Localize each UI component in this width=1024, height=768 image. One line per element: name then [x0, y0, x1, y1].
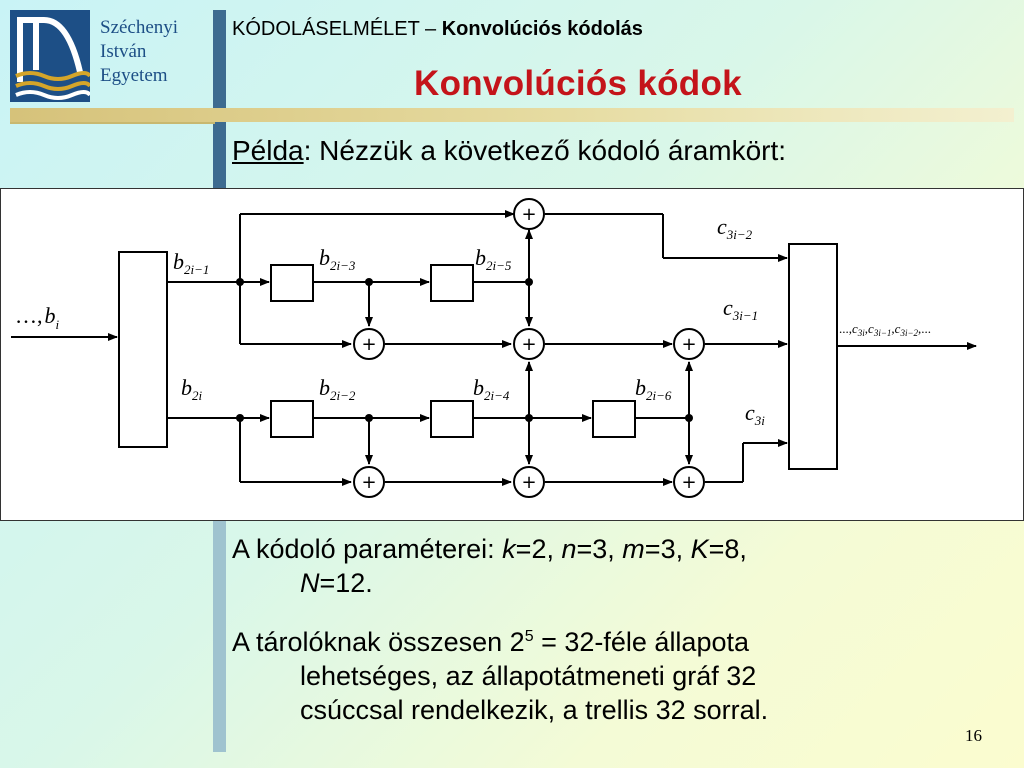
states-paragraph	[232, 620, 992, 727]
states-line2: lehetséges, az állapotátmeneti gráf 32	[300, 661, 757, 691]
breadcrumb-topic: Konvolúciós kódolás	[441, 18, 643, 40]
university-logo-icon	[10, 10, 90, 102]
label-b2i-2: $b_{2i-2}$	[319, 375, 356, 403]
plus-sign: +	[681, 334, 697, 355]
intro-text	[232, 135, 786, 167]
university-name	[100, 16, 178, 88]
param-m-value: =3,	[644, 534, 691, 564]
plus-sign: +	[521, 472, 537, 493]
states-exponent: 5	[524, 628, 534, 645]
intro-rest: : Nézzük a következő kódoló áramkört:	[303, 135, 787, 166]
encoder-circuit-diagram	[0, 188, 1024, 521]
merger-block	[789, 244, 837, 469]
label-c3i: $c_{3i}$	[745, 400, 765, 428]
param-k-value: =2,	[515, 534, 562, 564]
header-divider-shadow	[10, 122, 215, 124]
slide-title: Konvolúciós kódok	[414, 64, 742, 103]
breadcrumb-separator: –	[419, 18, 442, 40]
param-k: k	[502, 534, 516, 564]
params-prefix: A kódoló paraméterei:	[232, 534, 503, 564]
university-name-line3: Egyetem	[100, 65, 168, 86]
states-line3: csúccsal rendelkezik, a trellis 32 sorral.	[300, 695, 769, 725]
param-m: m	[622, 534, 645, 564]
university-name-line1: Széchenyi	[100, 17, 179, 38]
label-c3i-2: $c_{3i-2}$	[717, 214, 753, 242]
register-b2i-3	[271, 265, 313, 301]
label-c3i-1: $c_{3i-1}$	[723, 295, 759, 323]
vertical-accent-bar-lower	[213, 520, 226, 752]
intro-example-label: Példa	[232, 135, 304, 166]
parameters-paragraph	[232, 532, 992, 600]
page-number: 16	[965, 726, 982, 745]
vertical-accent-bar	[213, 10, 226, 188]
encoder-circuit-svg	[1, 189, 1023, 520]
plus-sign: +	[361, 472, 377, 493]
breadcrumb-course: KÓDOLÁSELMÉLET	[232, 18, 420, 40]
param-N: N	[300, 568, 320, 598]
splitter-block	[119, 252, 167, 447]
plus-sign: +	[521, 204, 537, 225]
label-b2i: $b_{2i}$	[181, 375, 203, 403]
params-line2	[232, 566, 992, 600]
label-b2i-5: $b_{2i-5}$	[475, 245, 512, 273]
label-b2i-1: $b_{2i-1}$	[173, 249, 210, 277]
university-name-line2: István	[100, 41, 147, 62]
param-n-value: =3,	[576, 534, 623, 564]
states-prefix: A tárolóknak összesen 2	[232, 627, 525, 657]
plus-sign: +	[521, 334, 537, 355]
states-rest1: = 32-féle állapota	[533, 627, 750, 657]
breadcrumb	[232, 18, 643, 41]
param-K-value: =8,	[708, 534, 747, 564]
output-stream-label: ...,c3i,c3i−1,c3i−2,...	[839, 321, 932, 338]
label-b2i-6: $b_{2i-6}$	[635, 375, 672, 403]
label-b2i-3: $b_{2i-3}$	[319, 245, 356, 273]
param-N-value: =12.	[319, 568, 373, 598]
label-b2i-4: $b_{2i-4}$	[473, 375, 510, 403]
header-divider	[10, 108, 1014, 122]
register-b2i-4	[431, 401, 473, 437]
input-label: $\dots,b_i$	[15, 303, 60, 332]
plus-sign: +	[681, 472, 697, 493]
register-b2i-2	[271, 401, 313, 437]
register-b2i-6	[593, 401, 635, 437]
param-K: K	[690, 534, 709, 564]
param-n: n	[561, 534, 577, 564]
register-b2i-5	[431, 265, 473, 301]
plus-sign: +	[361, 334, 377, 355]
